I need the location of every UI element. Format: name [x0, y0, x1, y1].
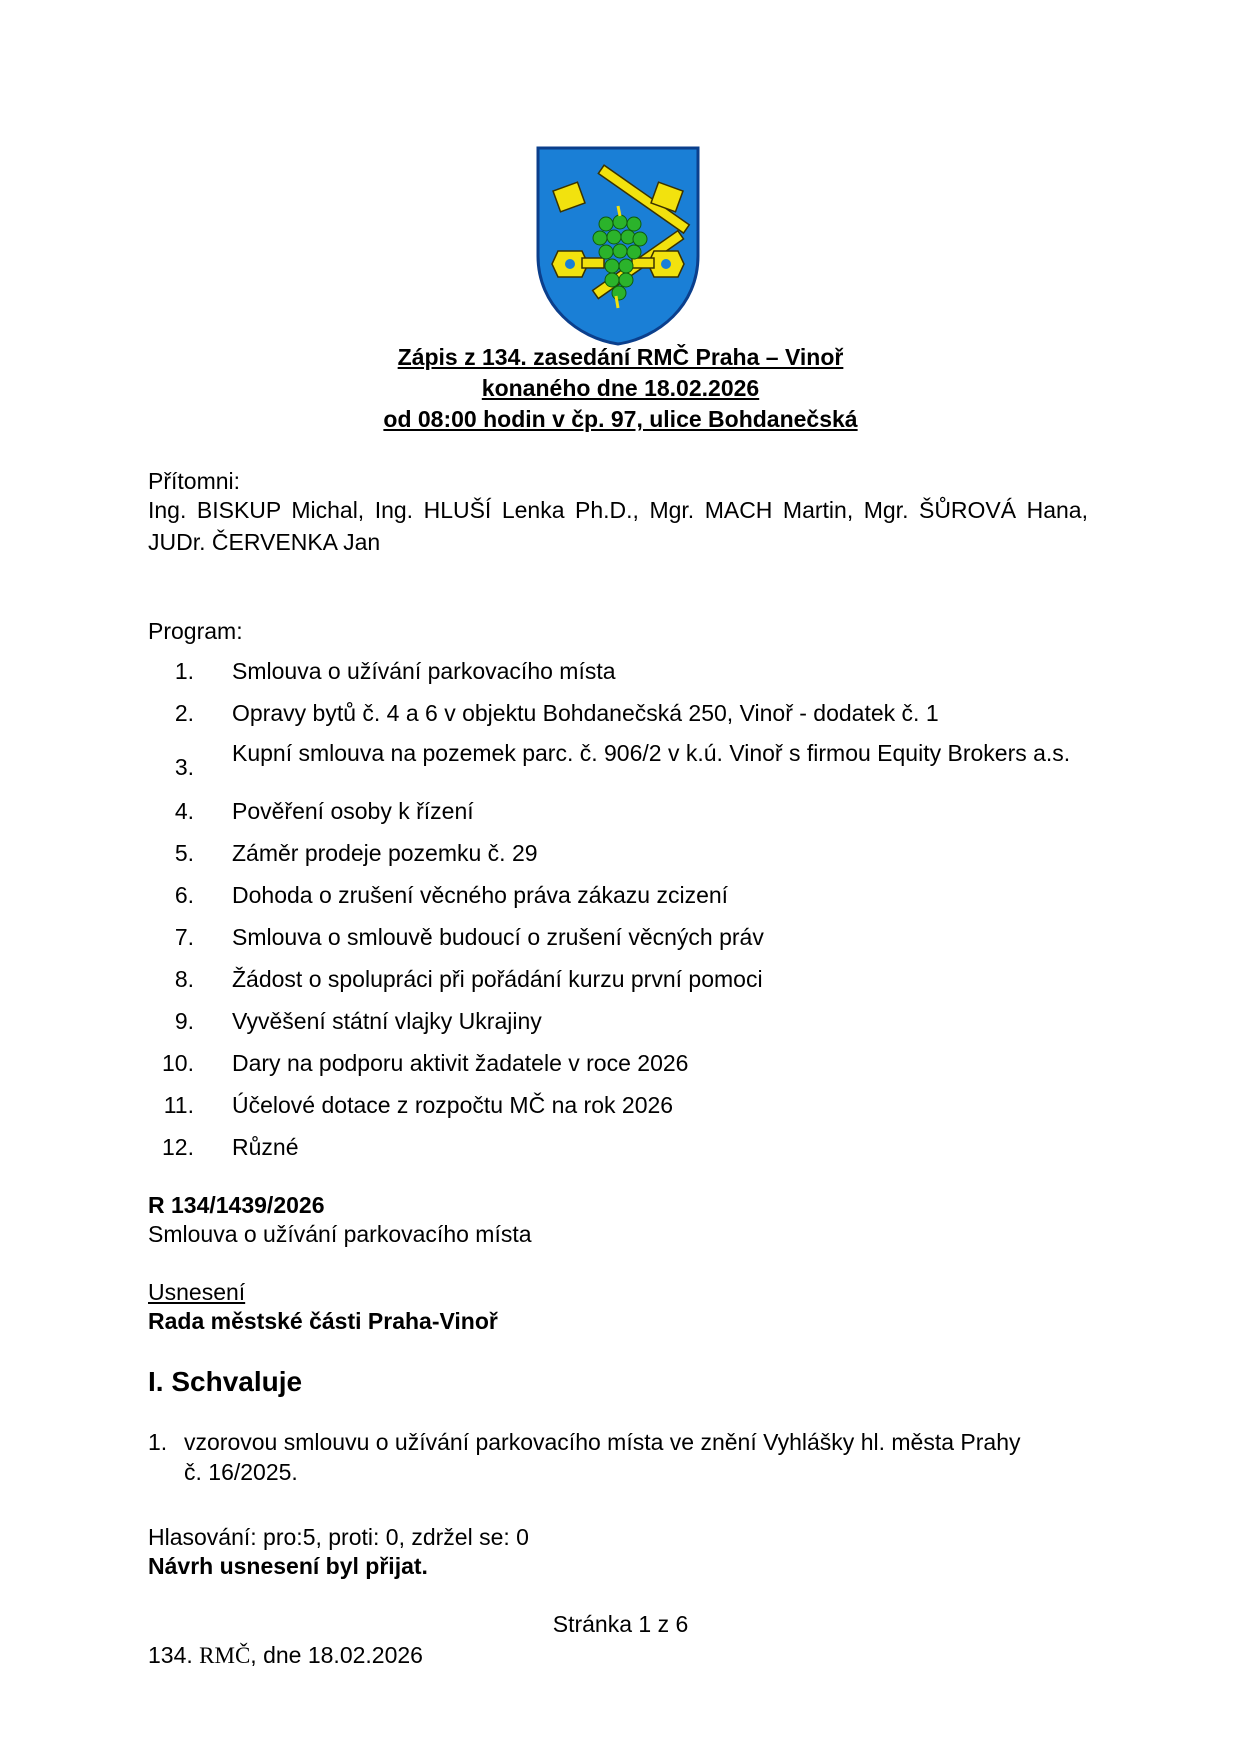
program-item-number: 3.: [174, 754, 194, 780]
present-label: Přítomni:: [148, 468, 241, 494]
program-item-text: Pověření osoby k řízení: [232, 798, 474, 824]
program-item-number: 9.: [174, 1008, 194, 1034]
document-title-line-3: od 08:00 hodin v čp. 97, ulice Bohdanečská: [383, 406, 858, 432]
vote-result: Hlasování: pro:5, proti: 0, zdržel se: 0: [148, 1524, 529, 1550]
program-item-text: Různé: [232, 1134, 299, 1160]
page-number: Stránka 1 z 6: [552, 1611, 689, 1637]
program-item-text: Opravy bytů č. 4 a 6 v objektu Bohdanečská 250, Vinoř - dodatek č. 1: [232, 700, 939, 726]
resolution-item-number: 1.: [148, 1429, 168, 1455]
coat-of-arms-icon: [536, 146, 700, 346]
footer-prefix: 134.: [148, 1642, 193, 1668]
footer-date: , dne 18.02.2026: [250, 1642, 423, 1668]
section-heading: I. Schvaluje: [148, 1366, 303, 1397]
program-item-number: 11.: [163, 1092, 194, 1118]
program-item-text: Smlouva o užívání parkovacího místa: [232, 658, 616, 684]
footer-meeting-date: [148, 1642, 423, 1669]
resolution-status: Návrh usnesení byl přijat.: [148, 1553, 428, 1579]
program-item-number: 2.: [174, 700, 194, 726]
program-label: Program:: [148, 618, 243, 644]
council-name: Rada městské části Praha-Vinoř: [148, 1308, 498, 1334]
present-names: Ing. BISKUP Michal, Ing. HLUŠÍ Lenka Ph.D., Mgr. MACH Martin, Mgr. ŠŮROVÁ Hana, JUDr. ČERVENKA Jan: [148, 497, 1088, 555]
program-item-number: 7.: [174, 924, 194, 950]
resolution-item-text: vzorovou smlouvu o užívání parkovacího místa ve znění Vyhlášky hl. města Prahy č. 16/2025.: [184, 1429, 1021, 1485]
document-title-line-2: konaného dne 18.02.2026: [481, 375, 760, 401]
program-item-number: 5.: [174, 840, 194, 866]
usneseni-label: Usnesení: [148, 1279, 246, 1305]
footer-rmc: RMČ: [199, 1643, 251, 1668]
program-item-text: Účelové dotace z rozpočtu MČ na rok 2026: [232, 1092, 674, 1118]
program-item-text: Žádost o spolupráci při pořádání kurzu první pomoci: [232, 966, 763, 992]
program-item-text: Kupní smlouva na pozemek parc. č. 906/2 v k.ú. Vinoř s firmou Equity Brokers a.s.: [232, 740, 1071, 766]
program-item-number: 4.: [174, 798, 194, 824]
resolution-number: R 134/1439/2026: [148, 1192, 325, 1218]
program-item-number: 10.: [162, 1050, 194, 1076]
program-item-text: Vyvěšení státní vlajky Ukrajiny: [232, 1008, 542, 1034]
program-item-number: 12.: [162, 1134, 194, 1160]
resolution-subject: Smlouva o užívání parkovacího místa: [148, 1221, 532, 1247]
program-item-text: Dary na podporu aktivit žadatele v roce 2026: [232, 1050, 689, 1076]
program-item-number: 1.: [174, 658, 194, 684]
program-item-number: 8.: [174, 966, 194, 992]
program-item-text: Záměr prodeje pozemku č. 29: [232, 840, 538, 866]
document-title-line-1: Zápis z 134. zasedání RMČ Praha – Vinoř: [397, 344, 844, 370]
program-item-number: 6.: [174, 882, 194, 908]
program-item-text: Smlouva o smlouvě budoucí o zrušení věcných práv: [232, 924, 764, 950]
program-item-text: Dohoda o zrušení věcného práva zákazu zcizení: [232, 882, 729, 908]
